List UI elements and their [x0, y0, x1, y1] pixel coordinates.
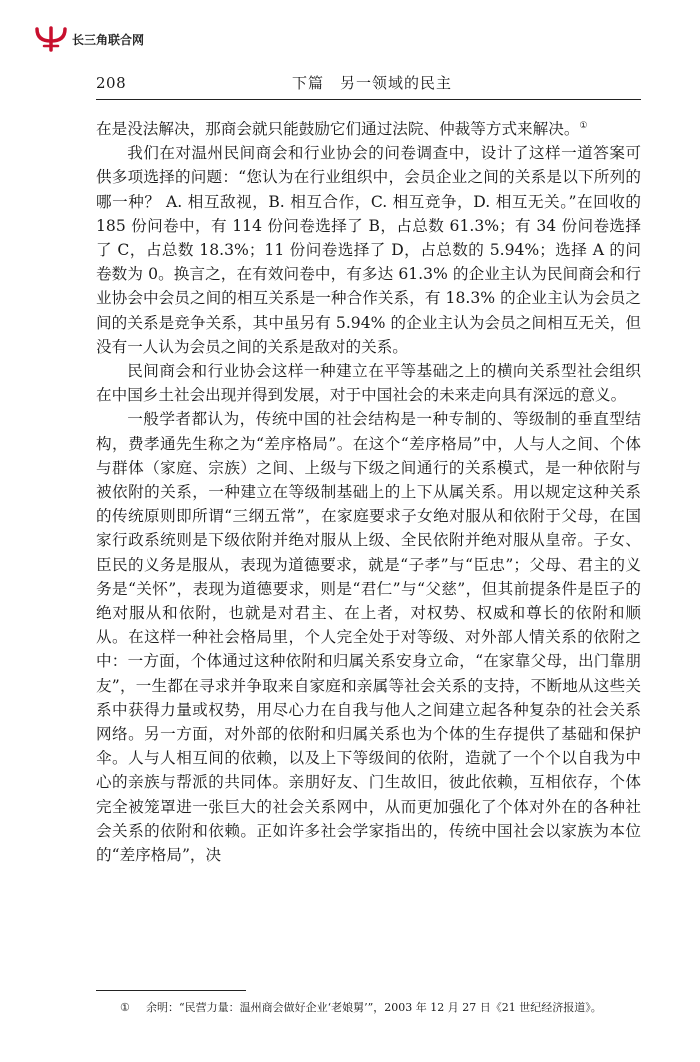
- footnote-rule: [96, 990, 246, 991]
- trident-logo-icon: [34, 26, 68, 52]
- paragraph: 我们在对温州民间商会和行业协会的问卷调查中，设计了这样一道答案可供多项选择的问题：“您认为在行业组织中，会员企业之间的关系是以下所列的哪一种？ A. 相互敌视，B. 相互合作，C. 相互竞争，D. 相互无关。”在回收的 185 份问卷中，有 114 份问卷选择了 B，占总数 61.3%；有 34 份问卷选择了 C，占总数 18.3%；11 份问卷选择了 D，占总数的 5.94%；选择 A 的问卷数为 0。换言之，在有效问卷中，有多达 61.3% 的企业主认为民间商会和行业协会中会员之间的相互关系是一种合作关系，有 18.3% 的企业主认为会员之间的关系是竞争关系，其中虽另有 5.94% 的企业主认为会员之间相互无关，但没有一人认为会员之间的关系是敌对的关系。: [96, 144, 641, 356]
- body-text: [96, 117, 641, 867]
- footnote-text: 余明：“民营力量：温州商会做好企业‘老娘舅’”，2003 年 12 月 27 日《21 世纪经济报道》。: [146, 1001, 602, 1014]
- footnote-marker[interactable]: ①: [579, 120, 588, 131]
- footnote-number: ①: [120, 1001, 130, 1014]
- paragraph: [96, 117, 641, 141]
- paragraph: 民间商会和行业协会这样一种建立在平等基础之上的横向关系型社会组织在中国乡土社会出现并得到发展，对于中国社会的未来走向具有深远的意义。: [96, 362, 641, 405]
- logo-text: 长三角联合网: [72, 32, 145, 47]
- paragraph-text: 在是没法解决，那商会就只能鼓励它们通过法院、仲裁等方式来解决。: [96, 120, 580, 138]
- page-number: 208: [96, 74, 127, 92]
- site-logo: [34, 26, 144, 52]
- running-title: 下篇 另一领域的民主: [292, 74, 453, 92]
- footnote: [120, 1000, 660, 1016]
- header-rule: [96, 99, 641, 100]
- paragraph: 一般学者都认为，传统中国的社会结构是一种专制的、等级制的垂直型结构，费孝通先生称之为“差序格局”。在这个“差序格局”中，人与人之间、个体与群体（家庭、宗族）之间、上级与下级之间通行的关系模式，是一种依附与被依附的关系，一种建立在等级制基础上的上下从属关系。用以规定这种关系的传统原则即所谓“三纲五常”，在家庭要求子女绝对服从和依附于父母，在国家行政系统则是下级依附并绝对服从上级、全民依附并绝对服从皇帝。子女、臣民的义务是服从，表现为道德要求，就是“子孝”与“臣忠”；父母、君主的义务是“关怀”，表现为道德要求，则是“君仁”与“父慈”，但其前提条件是臣子的绝对服从和依附，也就是对君主、在上者，对权势、权威和尊长的依附和顺从。在这样一种社会格局里，个人完全处于对等级、对外部人情关系的依附之中：一方面，个体通过这种依附和归属关系安身立命，“在家靠父母，出门靠朋友”，一生都在寻求并争取来自家庭和亲属等社会关系的支持，不断地从这些关系中获得力量或权势，用尽心力在自我与他人之间建立起各种复杂的社会关系网络。另一方面，对外部的依附和归属关系也为个体的生存提供了基础和保护伞。人与人相互间的依赖，以及上下等级间的依附，造就了一个个以自我为中心的亲族与帮派的共同体。亲朋好友、门生故旧，彼此依赖，互相依存，个体完全被笼罩进一张巨大的社会关系网中，从而更加强化了个体对外在的各种社会关系的依附和依赖。正如许多社会学家指出的，传统中国社会以家族为本位的“差序格局”，决: [96, 410, 641, 865]
